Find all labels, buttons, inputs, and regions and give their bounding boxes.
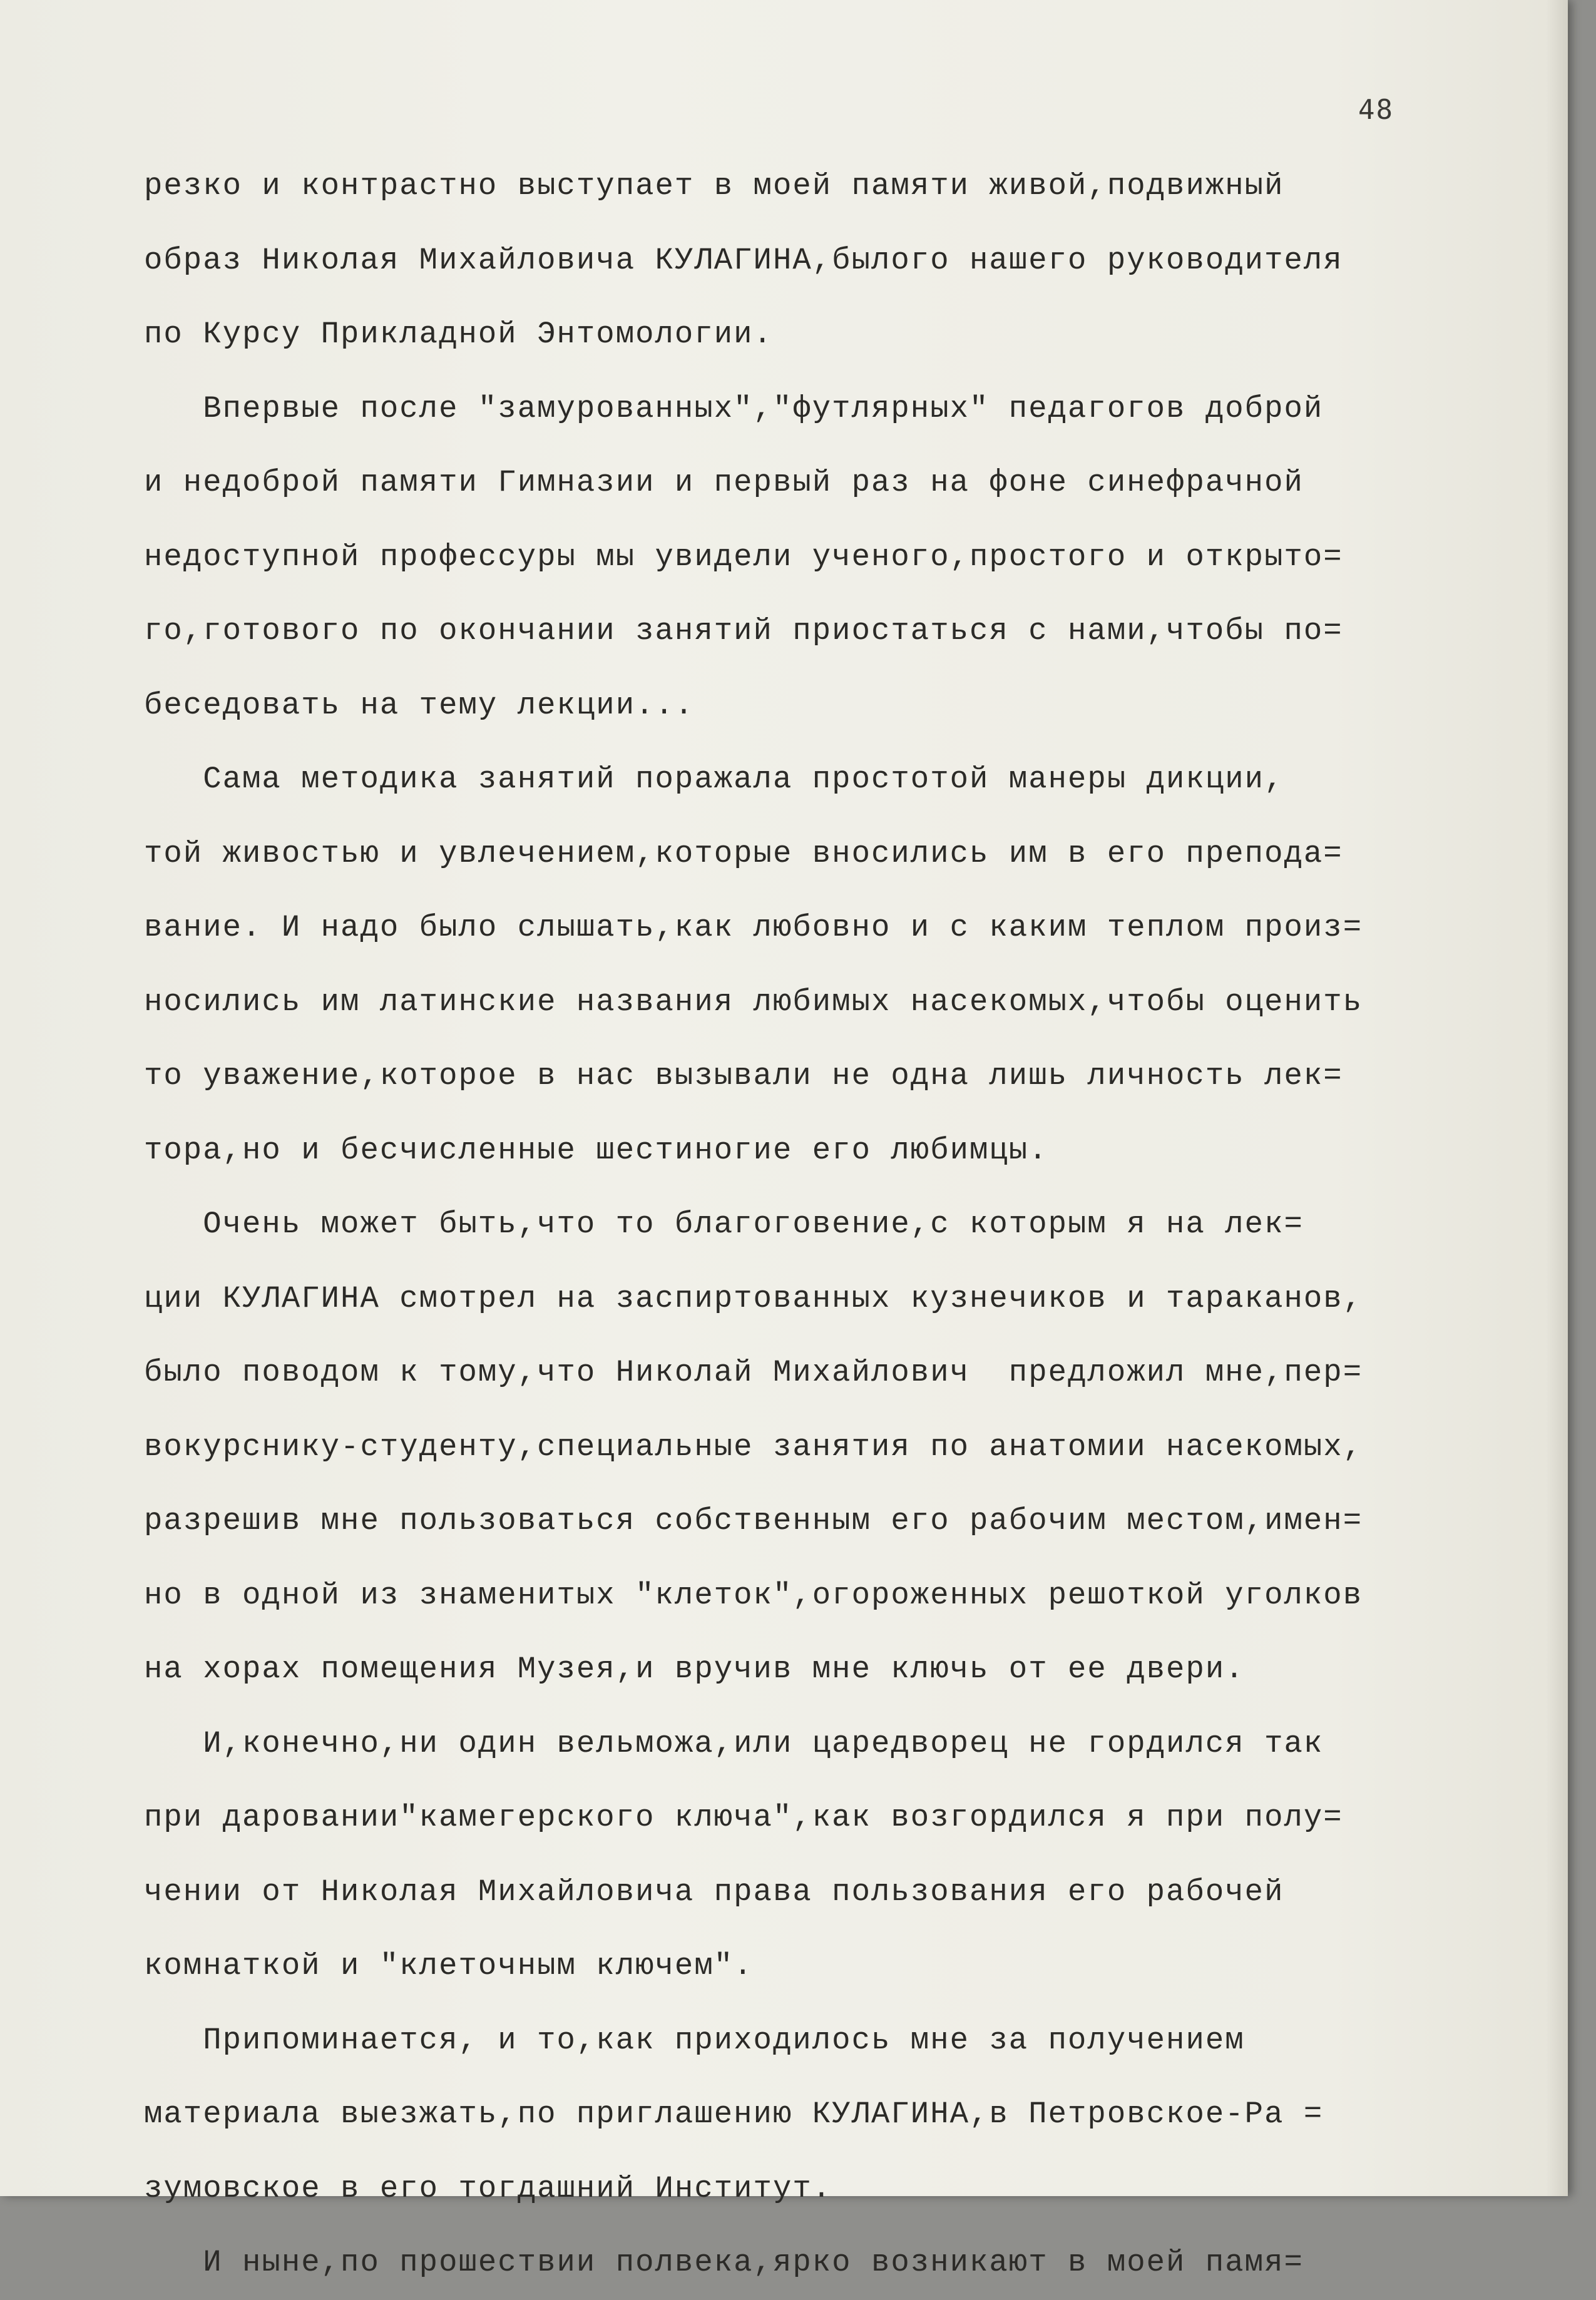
text-line: носились им латинские названия любимых насекомых,чтобы оценить — [144, 984, 1363, 1020]
text-line: но в одной из знаменитых "клеток",огороженных решоткой уголков — [144, 1577, 1363, 1613]
text-line: при даровании"камегерского ключа",как возгордился я при полу= — [144, 1800, 1343, 1835]
text-line: И,конечно,ни один вельможа,или царедворец не гордился так — [144, 1725, 1324, 1761]
text-line: то уважение,которое в нас вызывали не одна лишь личность лек= — [144, 1058, 1343, 1093]
text-line: было поводом к тому,что Николай Михайлович предложил мне,пер= — [144, 1355, 1363, 1390]
text-line: той живостью и увлечением,которые вносились им в его препода= — [144, 836, 1343, 871]
text-line: разрешив мне пользоваться собственным его рабочим местом,имен= — [144, 1503, 1363, 1538]
text-line: Сама методика занятий поражала простотой манеры дикции, — [144, 762, 1284, 797]
text-line: по Курсу Прикладной Энтомологии. — [144, 317, 773, 352]
text-line: материала выезжать,по приглашению КУЛАГИНА,в Петровское-Ра = — [144, 2097, 1324, 2132]
text-line: чении от Николая Михайловича права пользования его рабочей — [144, 1874, 1284, 1909]
text-line: Впервые после "замурованных","футлярных" педагогов доброй — [144, 391, 1324, 426]
body-text — [144, 149, 1546, 2300]
text-line: комнаткой и "клеточным ключем". — [144, 1948, 754, 1983]
text-line: И ныне,по прошествии полвека,ярко возникают в моей памя= — [144, 2245, 1304, 2280]
text-line: Очень может быть,что то благоговение,с которым я на лек= — [144, 1207, 1304, 1242]
page-edge-shadow — [1546, 0, 1568, 2196]
text-line: тора,но и бесчисленные шестиногие его любимцы. — [144, 1132, 1048, 1168]
text-line: на хорах помещения Музея,и вручив мне ключь от ее двери. — [144, 1652, 1245, 1687]
text-line: вокурснику-студенту,специальные занятия по анатомии насекомых, — [144, 1429, 1363, 1464]
text-line: ции КУЛАГИНА смотрел на заспиртованных кузнечиков и тараканов, — [144, 1280, 1363, 1316]
text-line: го,готового по окончании занятий приостаться с нами,чтобы по= — [144, 613, 1343, 648]
text-line: зумовское в его тогдашний Институт. — [144, 2170, 832, 2206]
text-line: недоступной профессуры мы увидели ученого,простого и открыто= — [144, 539, 1343, 575]
page-number: 48 — [1358, 94, 1394, 126]
text-line: резко и контрастно выступает в моей памяти живой,подвижный — [144, 168, 1284, 203]
text-line: вание. И надо было слышать,как любовно и с каким теплом произ= — [144, 910, 1363, 945]
text-line: образ Николая Михайловича КУЛАГИНА,былого нашего руководителя — [144, 242, 1343, 278]
text-line: беседовать на тему лекции... — [144, 687, 695, 723]
text-line: Припоминается, и то,как приходилось мне за получением — [144, 2022, 1245, 2058]
text-line: и недоброй памяти Гимназии и первый раз на фоне синефрачной — [144, 465, 1304, 500]
